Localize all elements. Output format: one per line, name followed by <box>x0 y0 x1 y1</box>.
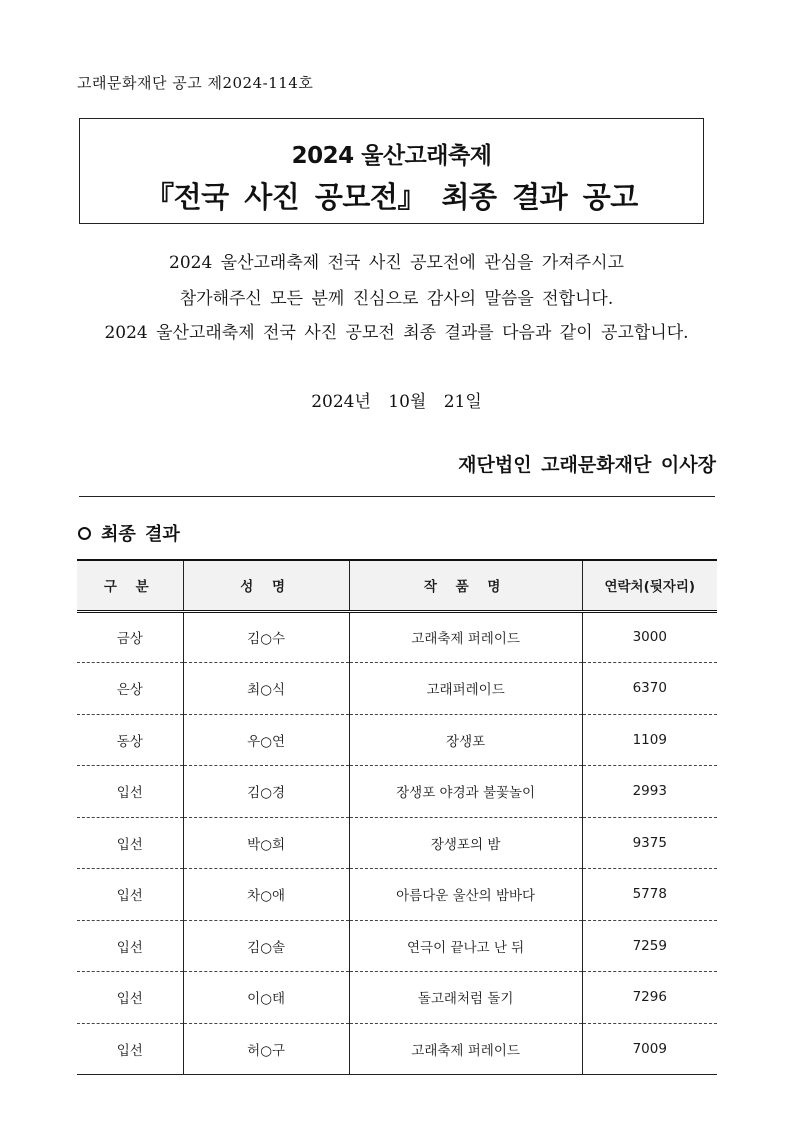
header-category: 구 분 <box>77 560 183 611</box>
table-row <box>77 817 717 869</box>
cell-category: 입선 <box>77 766 183 818</box>
cell-work: 돌고래처럼 돌기 <box>349 972 582 1024</box>
divider <box>79 496 715 497</box>
cell-category: 입선 <box>77 972 183 1024</box>
cell-category: 동상 <box>77 714 183 766</box>
cell-category: 금상 <box>77 611 183 663</box>
cell-category: 입선 <box>77 817 183 869</box>
cell-work: 장생포 야경과 불꽃놀이 <box>349 766 582 818</box>
hollow-circle-bullet-icon <box>78 527 91 540</box>
table-header-row <box>77 560 717 611</box>
cell-work: 장생포 <box>349 714 582 766</box>
cell-name: 허○구 <box>183 1023 349 1075</box>
table-row <box>77 714 717 766</box>
cell-category: 입선 <box>77 869 183 921</box>
cell-work: 연극이 끝나고 난 뒤 <box>349 920 582 972</box>
cell-name: 김○솔 <box>183 920 349 972</box>
cell-contact: 7259 <box>582 920 717 972</box>
cell-contact: 9375 <box>582 817 717 869</box>
cell-contact: 7296 <box>582 972 717 1024</box>
cell-category: 입선 <box>77 920 183 972</box>
header-work: 작 품 명 <box>349 560 582 611</box>
cell-name: 최○식 <box>183 663 349 715</box>
intro-line-1: 2024 울산고래축제 전국 사진 공모전에 관심을 가져주시고 <box>169 253 624 273</box>
cell-contact: 3000 <box>582 611 717 663</box>
intro-line-3: 2024 울산고래축제 전국 사진 공모전 최종 결과를 다음과 같이 공고합니다. <box>104 323 689 343</box>
cell-work: 고래축제 퍼레이드 <box>349 1023 582 1075</box>
table-row <box>77 869 717 921</box>
cell-category: 은상 <box>77 663 183 715</box>
cell-work: 고래퍼레이드 <box>349 663 582 715</box>
header-name: 성 명 <box>183 560 349 611</box>
intro-line-2: 참가해주신 모든 분께 진심으로 감사의 말씀을 전합니다. <box>179 289 614 309</box>
cell-contact: 7009 <box>582 1023 717 1075</box>
table-row <box>77 766 717 818</box>
issuer: 재단법인 고래문화재단 이사장 <box>458 454 716 476</box>
cell-work: 장생포의 밤 <box>349 817 582 869</box>
cell-name: 차○애 <box>183 869 349 921</box>
cell-name: 박○희 <box>183 817 349 869</box>
table-row <box>77 1023 717 1075</box>
results-table <box>77 559 717 1075</box>
cell-work: 아름다운 울산의 밤바다 <box>349 869 582 921</box>
cell-name: 김○수 <box>183 611 349 663</box>
cell-name: 김○경 <box>183 766 349 818</box>
section-heading <box>78 520 180 546</box>
table-row <box>77 920 717 972</box>
cell-contact: 2993 <box>582 766 717 818</box>
table-row <box>77 972 717 1024</box>
title-festival-name: 2024 울산고래축제 <box>291 143 492 169</box>
cell-work: 고래축제 퍼레이드 <box>349 611 582 663</box>
table-row <box>77 611 717 663</box>
cell-contact: 1109 <box>582 714 717 766</box>
table-row <box>77 663 717 715</box>
cell-name: 이○태 <box>183 972 349 1024</box>
title-announcement: 『전국 사진 공모전』 최종 결과 공고 <box>145 180 638 214</box>
announcement-date: 2024년 10월 21일 <box>311 392 482 412</box>
header-contact: 연락처(뒷자리) <box>582 560 717 611</box>
notice-number: 고래문화재단 공고 제2024-114호 <box>77 74 314 92</box>
section-heading-label: 최종 결과 <box>101 524 180 545</box>
cell-category: 입선 <box>77 1023 183 1075</box>
cell-contact: 6370 <box>582 663 717 715</box>
title-box <box>79 118 704 224</box>
cell-name: 우○연 <box>183 714 349 766</box>
cell-contact: 5778 <box>582 869 717 921</box>
